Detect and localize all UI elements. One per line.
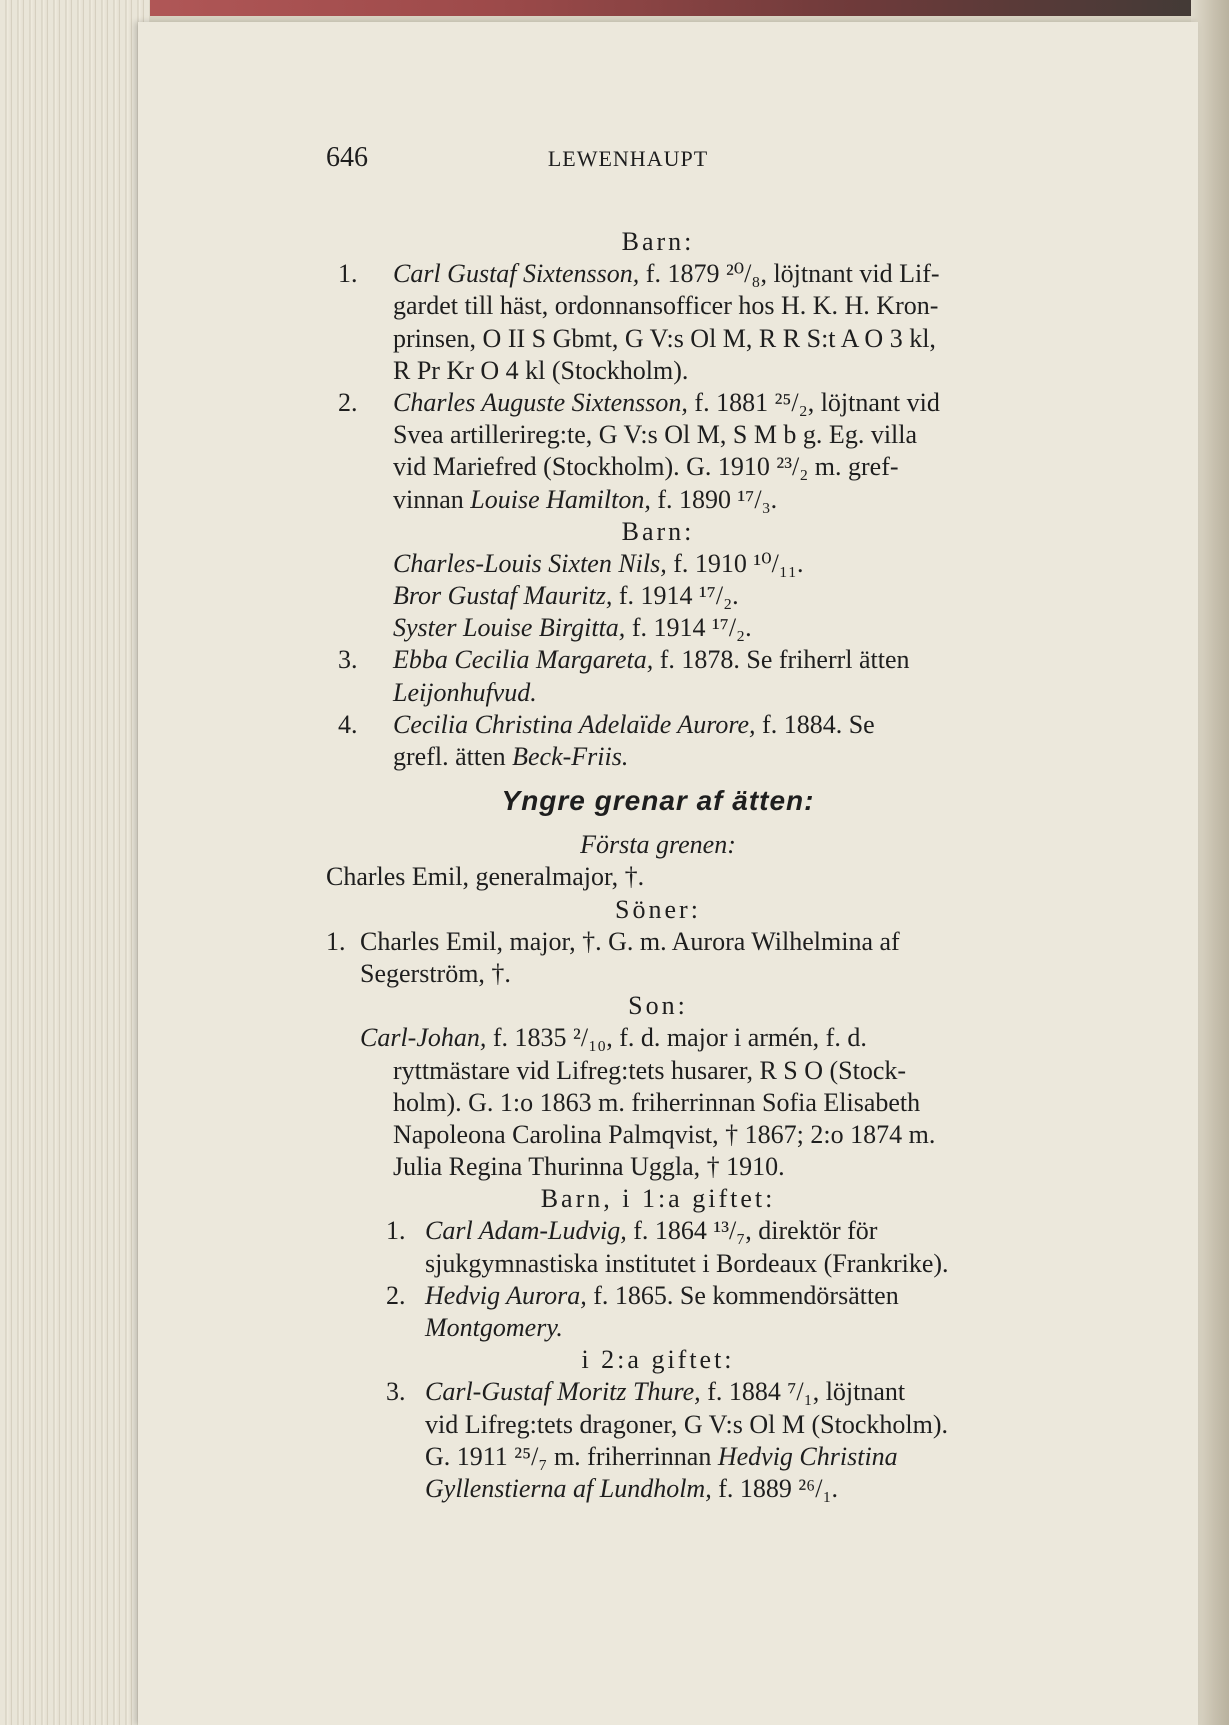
list-item: [188, 1280, 1128, 1312]
text-line: [188, 1119, 1128, 1151]
subheading: [188, 990, 1128, 1022]
subheading: [188, 1183, 1128, 1215]
line-content: [393, 548, 803, 580]
italic-name: Syster Louise Birgitta,: [393, 613, 626, 643]
italic-name: Charles-Louis Sixten Nils,: [393, 548, 667, 578]
text-line: [188, 1151, 1128, 1183]
item-number: 3.: [338, 645, 358, 675]
item-number: 4.: [338, 709, 358, 739]
text-run: f. 1884. Se: [755, 709, 875, 739]
text-run: Barn:: [621, 227, 695, 256]
italic-name: Leijonhufvud.: [393, 677, 537, 707]
line-content: [393, 355, 688, 387]
text-line: [188, 484, 1128, 516]
line-content: [360, 926, 900, 958]
italic-name: Beck-Friis.: [512, 742, 629, 771]
text-run: R Pr Kr O 4 kl (Stockholm).: [393, 355, 689, 385]
text-run: sjukgymnastiska institutet i Bordeaux (Frankrike).: [425, 1248, 949, 1278]
italic-name: Cecilia Christina Adelaïde Aurore,: [393, 709, 756, 739]
text-line: [188, 1248, 1128, 1280]
subheading: [188, 516, 1128, 548]
text-run: ryttmästare vid Lifreg:tets husarer, R S O (Stock-: [393, 1055, 907, 1085]
text-run: Napoleona Carolina Palmqvist, † 1867; 2:o 1874 m.: [393, 1119, 936, 1149]
line-content: [360, 1022, 867, 1054]
text-run: f. 1914 ¹⁷/₂.: [625, 613, 752, 643]
book-top-edge: [0, 0, 1229, 16]
text-run: grefl. ätten: [393, 742, 513, 771]
text-line: [188, 355, 1128, 387]
text-run: Son:: [628, 991, 688, 1021]
text-line: [188, 612, 1128, 644]
italic-name: Louise Hamilton,: [470, 484, 651, 514]
text-run: Barn:: [621, 516, 695, 546]
text-run: vid Mariefred (Stockholm). G. 1910 ²³/₂ m. gref-: [393, 452, 899, 482]
italic-name: Ebba Cecilia Margareta,: [393, 645, 654, 675]
text-run: prinsen, O II S Gbmt, G V:s Ol M, R R S:t A O 3 kl,: [393, 323, 936, 353]
item-number: 1.: [326, 926, 346, 956]
line-content: [393, 644, 910, 676]
item-number: 2.: [386, 1280, 406, 1310]
italic-name: Carl Gustaf Sixtensson,: [393, 259, 640, 289]
list-item: [188, 644, 1128, 676]
list-item: [188, 258, 1128, 290]
line-content: [393, 741, 628, 773]
text-line: [188, 1473, 1128, 1505]
line-content: [393, 580, 739, 612]
text-run: f. 1890 ¹⁷/₃.: [650, 484, 778, 514]
line-content: [425, 1473, 838, 1505]
text-line: [188, 580, 1128, 612]
page-number: 646: [326, 142, 368, 173]
list-item: [188, 387, 1128, 419]
text-line: [188, 1022, 1128, 1054]
list-item: [188, 1376, 1128, 1408]
text-run: Charles Emil, major, †. G. m. Aurora Wilhelmina af: [360, 926, 900, 956]
text-run: Julia Regina Thurinna Uggla, † 1910.: [393, 1152, 785, 1182]
text-run: f. 1878. Se friherrl ätten: [653, 645, 910, 675]
text-run: f. 1881 ²⁵/₂, löjtnant vid: [687, 387, 940, 417]
running-head: [188, 142, 1068, 182]
italic-name: Carl-Johan,: [360, 1023, 487, 1053]
text-line: [188, 1441, 1128, 1473]
line-content: [393, 709, 875, 741]
italic-name: Carl-Gustaf Moritz Thure,: [425, 1377, 701, 1407]
line-content: [425, 1441, 898, 1473]
text-run: Barn, i 1:a giftet:: [540, 1184, 776, 1214]
text-line: [188, 419, 1128, 451]
text-line: [188, 1055, 1128, 1087]
line-content: [393, 1087, 920, 1119]
item-number: 2.: [338, 387, 358, 417]
line-content: [393, 1055, 906, 1087]
text-line: [188, 451, 1128, 483]
list-item: [188, 709, 1128, 741]
text-run: vinnan: [393, 484, 471, 514]
text-line: [188, 861, 1128, 893]
text-run: vid Lifreg:tets dragoner, G V:s Ol M (Stockholm).: [425, 1409, 948, 1439]
italic-name: Carl Adam-Ludvig,: [425, 1216, 627, 1246]
running-title: LEWENHAUPT: [547, 146, 709, 171]
text-run: f. 1864 ¹³/₇, direktör för: [626, 1216, 878, 1246]
text-line: [188, 1087, 1128, 1119]
subheading: [188, 226, 1128, 258]
text-run: G. 1911 ²⁵/₇ m. friherrinnan: [425, 1441, 718, 1471]
line-content: [326, 861, 644, 893]
line-content: [360, 958, 511, 990]
text-line: [188, 323, 1128, 355]
list-item: [188, 1215, 1128, 1247]
line-content: [393, 677, 537, 709]
italic-name: Första grenen:: [580, 830, 736, 860]
line-content: [393, 1151, 785, 1183]
text-line: [188, 548, 1128, 580]
item-number: 3.: [386, 1377, 406, 1407]
italic-name: Charles Auguste Sixtensson,: [393, 387, 688, 417]
line-content: [393, 419, 917, 451]
text-run: f. 1879 ²⁰/₈, löjtnant vid Lif-: [639, 259, 940, 289]
italic-name: Gyllenstierna af Lundholm,: [425, 1473, 712, 1503]
line-content: [425, 1280, 899, 1312]
text-line: [188, 741, 1128, 773]
line-content: [393, 258, 940, 290]
line-content: [393, 1119, 935, 1151]
line-content: [393, 323, 936, 355]
subheading: [188, 894, 1128, 926]
italic-name: Hedvig Aurora,: [425, 1280, 587, 1310]
line-content: [425, 1312, 563, 1344]
book-page-edges: [0, 0, 150, 1725]
text-run: f. 1914 ¹⁷/₂.: [612, 581, 739, 611]
item-number: 1.: [338, 259, 358, 289]
subheading: [188, 1344, 1128, 1376]
line-content: [393, 612, 752, 644]
line-content: [393, 484, 777, 516]
text-run: Segerström, †.: [360, 958, 511, 988]
text-run: gardet till häst, ordonnansofficer hos H. K. H. Kron-: [393, 291, 939, 321]
text-run: Svea artillerireg:te, G V:s Ol M, S M b g. Eg. villa: [393, 420, 918, 450]
text-line: [188, 1409, 1128, 1441]
item-number: 1.: [386, 1216, 406, 1246]
line-content: [425, 1409, 948, 1441]
text-run: Söner:: [615, 894, 701, 924]
text-run: f. 1884 ⁷/₁, löjtnant: [700, 1377, 906, 1407]
italic-name: Hedvig Christina: [717, 1441, 898, 1471]
line-content: [393, 451, 899, 483]
section-heading: Yngre grenar af ätten:: [501, 785, 815, 817]
text-line: [188, 677, 1128, 709]
text-run: i 2:a giftet:: [581, 1345, 735, 1375]
list-item: [188, 926, 1128, 958]
italic-name: Bror Gustaf Mauritz,: [393, 581, 613, 611]
italic-name: Montgomery.: [425, 1313, 563, 1342]
line-content: [425, 1248, 949, 1280]
text-run: f. 1910 ¹⁰/₁₁.: [666, 548, 804, 578]
text-run: f. 1835 ²/₁₀, f. d. major i armén, f. d.: [486, 1023, 867, 1053]
subheading: [188, 829, 1128, 861]
page-text: [188, 226, 1128, 1505]
text-line: [188, 290, 1128, 322]
line-content: [425, 1376, 905, 1408]
line-content: [393, 387, 940, 419]
text-run: holm). G. 1:o 1863 m. friherrinnan Sofia Elisabeth: [393, 1087, 921, 1117]
line-content: [425, 1215, 877, 1247]
text-run: Charles Emil, generalmajor, †.: [326, 862, 645, 892]
text-line: [188, 1312, 1128, 1344]
line-content: [393, 290, 938, 322]
text-run: f. 1889 ²⁶/₁.: [711, 1473, 839, 1503]
text-run: f. 1865. Se kommendörsätten: [586, 1280, 899, 1310]
text-line: [188, 958, 1128, 990]
